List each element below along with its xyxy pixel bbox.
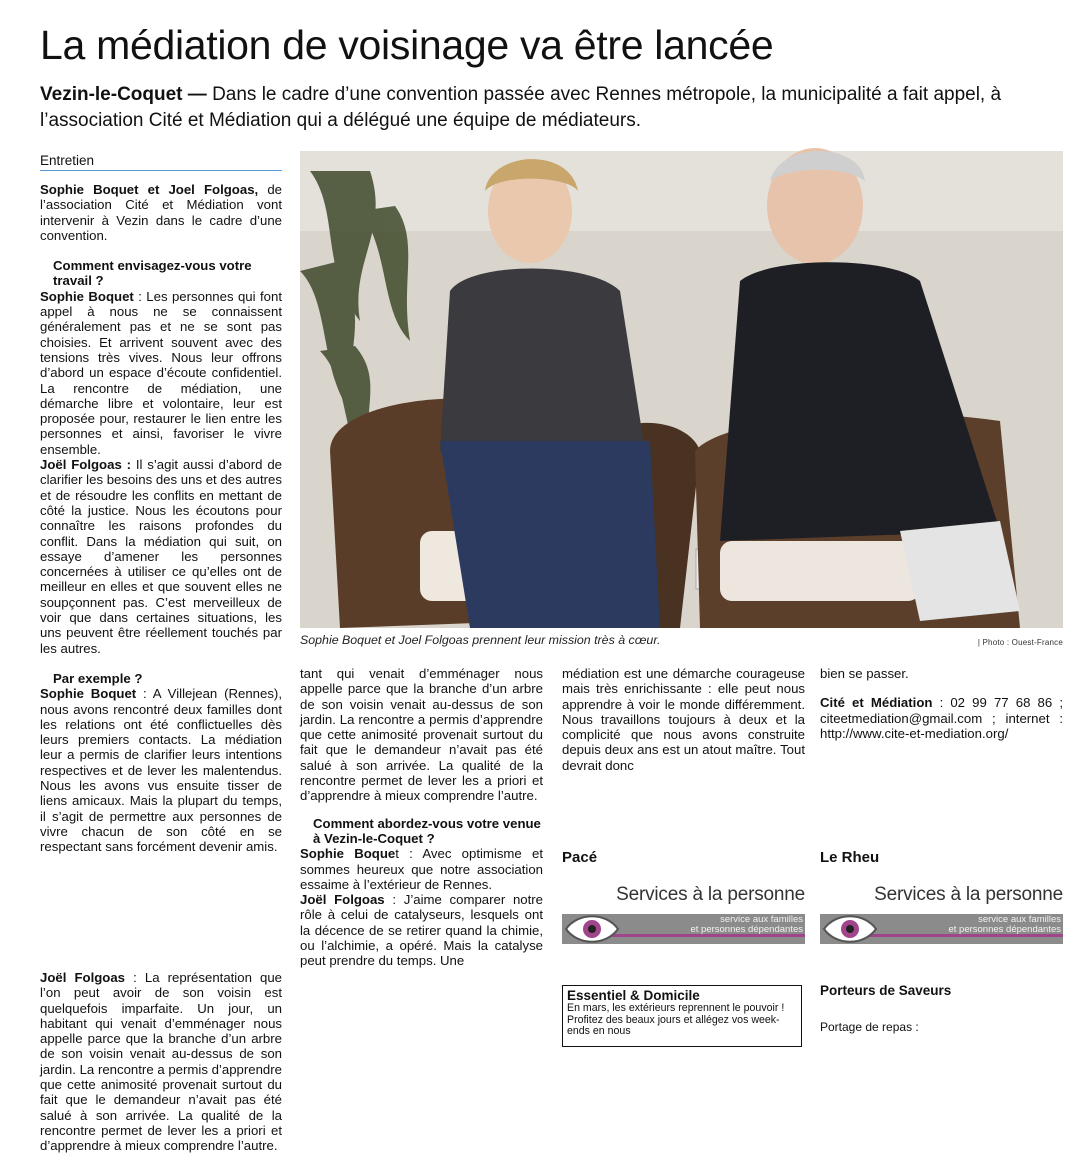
answer-2-text: : A Villejean (Rennes), nous avons rencontré deux familles dont les relations ont été conflictuelles dès leurs premiers contacts. La médiation leur a permis de clarifier leurs intentions respectives et de lever les malentendus. Nous les avons vus ensuite tisser de liens amicaux. Mais la plupart du temps, il s’agit de permettre aux personnes de vivre chacun de son côté en se respectant sans forcément devenir amis. (40, 686, 282, 855)
answer-3-text: : Avec optimisme et sommes heureux que notre association essaime à l’extérieur de Rennes. (300, 846, 543, 892)
intro-paragraph (40, 182, 282, 243)
services-ad-le-rheu (820, 884, 1063, 959)
answer-3 (300, 846, 543, 892)
answer-2b-text: : La représentation que l’on peut avoir de son voisin est quelquefois imparfaite. Un jour, un habitant qui venait d’emménager nous appelle parce que la branche d’un arbre de son voisin venait au-dessus de son jardin. La rencontre a permis d’apprendre que cette animosité provenait surtout du fait que le demandeur n’avait pas été salué à son arrivée. La qualité de la rencontre permet de lever les a priori et d’apprendre à mieux comprendre l’autre. (40, 970, 282, 1154)
answer-1b (40, 457, 282, 656)
speaker-sophie (300, 846, 395, 861)
lede (40, 82, 1030, 134)
column-4 (820, 666, 1063, 741)
contact-name: Cité et Médiation (820, 695, 933, 711)
listing-title-porteurs: Porteurs de Saveurs (820, 983, 952, 998)
ad-subtitle-line-1: service aux familles (720, 914, 803, 925)
eye-icon (562, 908, 622, 950)
ad-subtitle (690, 915, 803, 935)
speaker-sophie-tail: t (395, 846, 399, 862)
column-2 (300, 666, 543, 969)
photo-credit: | Photo : Ouest-France (977, 638, 1063, 647)
column-4-text: bien se passer. (820, 666, 909, 681)
listing-box-essentiel (562, 985, 802, 1047)
column-3-text: médiation est une démarche courageuse mais très enrichissante : elle peut nous apprendre à voir le monde différemment. Nous travaillons toujours à deux et la complicité que nous avons construite depuis deux ans est un atout maître. Tout devrait donc (562, 666, 805, 773)
answer-3b (300, 892, 543, 968)
answer-3b-text: : J’aime comparer notre rôle à celui de catalyseurs, lesquels ont la décence de se retirer quand la chimie, ou l’alchimie, a opéré. Mais la catalyse peut prendre du temps. Une (300, 892, 544, 969)
speaker-sophie: Sophie Boquet (40, 686, 137, 702)
speaker-joel: Joël Folgoas : (40, 457, 131, 473)
photo-caption: Sophie Boquet et Joel Folgoas prennent leur mission très à cœur. (300, 633, 661, 647)
speaker-sophie: Sophie Boquet (40, 288, 134, 304)
listing-title: Essentiel & Domicile (567, 988, 700, 1003)
ad-subtitle-line-2: et personnes dépendantes (690, 924, 803, 935)
article-photo (300, 151, 1063, 628)
speaker-joel: Joël Folgoas (300, 892, 385, 908)
answer-2 (40, 686, 282, 854)
listing-text: En mars, les extérieurs reprennent le pouvoir ! Profitez des beaux jours et allégez vos week-ends en nous (567, 1002, 785, 1037)
section-title-le-rheu: Le Rheu (820, 849, 880, 866)
answer-2b-continued: tant qui venait d’emménager nous appelle parce que la branche d’un arbre de son voisin venait au-dessus de son jardin. La rencontre a permis d’apprendre que cette animosité provenait surtout du fait que le demandeur n’avait pas été salué à son arrivée. La qualité de la rencontre permet de lever les a priori et d’apprendre à mieux comprendre l’autre. (300, 666, 543, 804)
column-3 (562, 666, 805, 773)
lede-place: Vezin-le-Coquet — (40, 84, 207, 105)
contact-details: : 02 99 77 68 86 ; citeetmediation@gmail.com ; internet : http://www.cite-et-mediation.org/ (820, 695, 1063, 741)
rubric-label: Entretien (40, 153, 282, 171)
ad-title: Services à la personne (874, 884, 1063, 905)
section-title-pace: Pacé (562, 849, 598, 866)
photo-illustration (300, 151, 1063, 628)
question-3: Comment abordez-vous votre venue à Vezin-le-Coquet ? (313, 815, 541, 846)
answer-1-text: : Les personnes qui font appel à nous ne se connaissent généralement pas et ne se sont pas choisies. Et arrivent souvent avec des tensions très vives. Nous leur offrons d’abord un espace d’écoute confidentiel. La rencontre de médiation, une démarche libre et volontaire, leur est proposée pour, restaurer le lien entre les personnes et ainsi, favoriser le vivre ensemble. (40, 288, 282, 457)
eye-icon (820, 908, 880, 950)
answer-1b-text: Il s’agit aussi d’abord de clarifier les besoins des uns et des autres et de résoudre les conflits en mettant de côté la justice. Nous les écoutons pour connaître les raisons profondes du conflit. Dans la médiation qui suit, on essaye d’amener les personnes concernées à utiliser ce qu’elles ont de meilleur en elles et que souvent elles ne soupçonnent pas. C’est merveilleux de voir que dans certaines situations, les uns peuvent être réellement touchés par les autres. (40, 457, 282, 656)
answer-1 (40, 289, 282, 457)
ad-subtitle-line-2: et personnes dépendantes (948, 924, 1061, 935)
contact-info (820, 695, 1063, 741)
speaker-joel: Joël Folgoas (40, 970, 126, 985)
services-ad-pace (562, 884, 805, 959)
ad-subtitle (948, 915, 1061, 935)
ad-subtitle-line-1: service aux familles (978, 914, 1061, 925)
intro-speakers: Sophie Boquet et Joel Folgoas, (40, 182, 259, 197)
speaker-sophie-part: Sophie Boque (300, 846, 396, 862)
answer-2b (40, 970, 282, 1154)
listing-text-porteurs: Portage de repas : (820, 1020, 919, 1034)
column-1 (40, 182, 282, 854)
column-1-end (40, 970, 282, 1154)
ad-title: Services à la personne (616, 884, 805, 905)
question-2: Par exemple ? (53, 670, 143, 686)
intro-text: de l’association Cité et Médiation vont intervenir à Vezin dans le cadre d’une convention. (40, 182, 282, 243)
lede-text: Dans le cadre d’une convention passée avec Rennes métropole, la municipalité a fait appel, à l’association Cité et Médiation qui a délégué une équipe de médiateurs. (40, 84, 1002, 131)
question-1: Comment envisagez-vous votre travail ? (53, 258, 252, 289)
headline: La médiation de voisinage va être lancée (40, 22, 774, 68)
